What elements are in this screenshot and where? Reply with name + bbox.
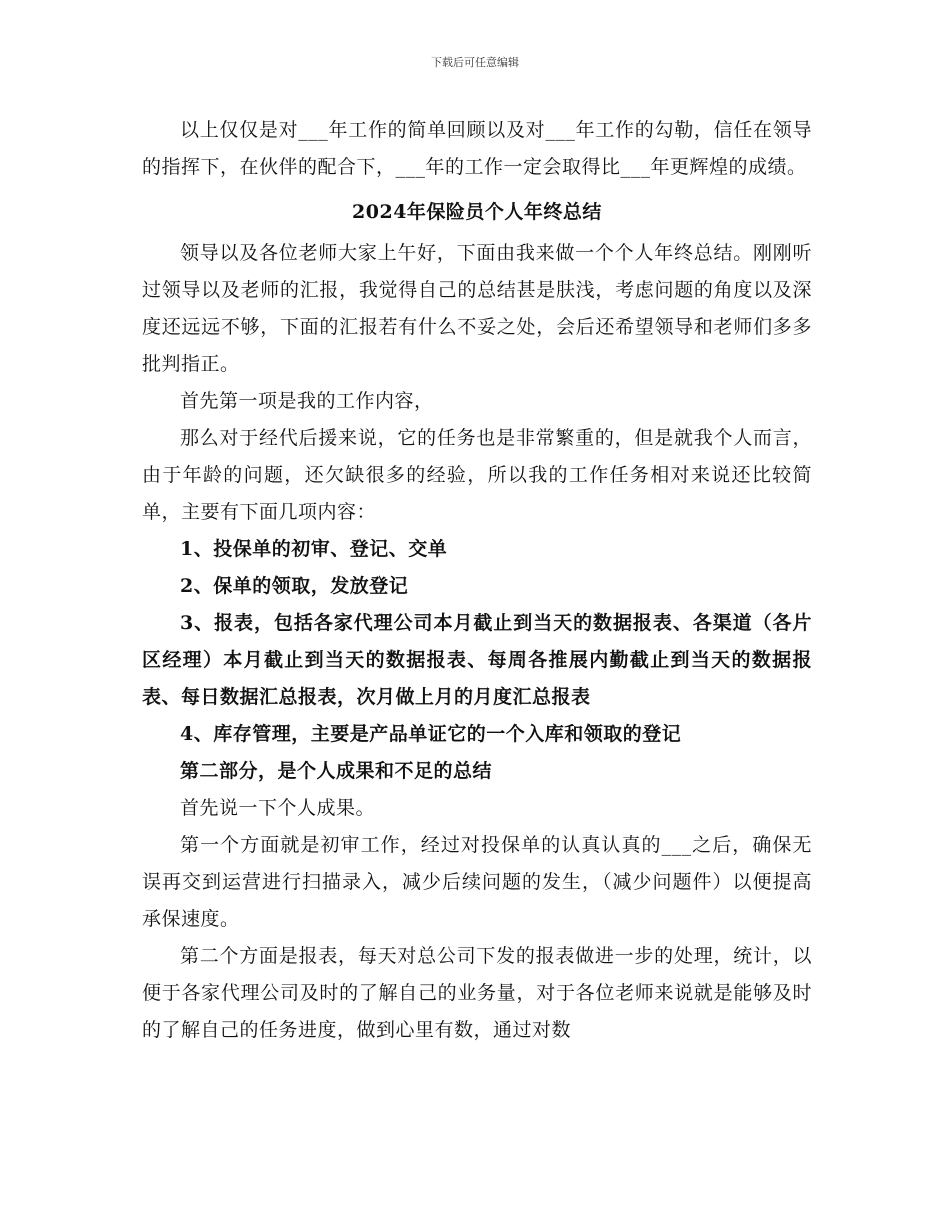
list-item-3: 3、报表，包括各家代理公司本月截止到当天的数据报表、各渠道（各片区经理）本月截止到当天的数据报表、每周各推展内勤截止到当天的数据报表、每日数据汇总报表，次月做上月的月度汇总报表 xyxy=(142,612,812,708)
list-item-2: 2、保单的领取，发放登记 xyxy=(180,575,409,597)
section-2-heading: 第二部分，是个人成果和不足的总结 xyxy=(180,760,493,782)
list-item-1: 1、投保单的初审、登记、交单 xyxy=(180,538,448,560)
paragraph-work-content-heading: 首先第一项是我的工作内容， xyxy=(180,390,434,412)
list-item-4: 4、库存管理，主要是产品单证它的一个入库和领取的登记 xyxy=(180,723,682,745)
page-header: 下载后可任意编辑 xyxy=(431,56,519,69)
paragraph-reports-work: 第二个方面是报表，每天对总公司下发的报表做进一步的处理，统计，以便于各家代理公司及时的了解自己的业务量，对于各位老师来说就是能够及时的了解自己的任务进度，做到心里有数，通过对数 xyxy=(142,945,812,1041)
document-body xyxy=(142,112,812,1049)
paragraph-work-description: 那么对于经代后援来说，它的任务也是非常繁重的，但是就我个人而言，由于年龄的问题，还欠缺很多的经验，所以我的工作任务相对来说还比较简单，主要有下面几项内容： xyxy=(142,427,812,523)
paragraph-achievements-intro: 首先说一下个人成果。 xyxy=(180,797,376,819)
paragraph-review-work: 第一个方面就是初审工作，经过对投保单的认真认真的___之后，确保无误再交到运营进行扫描录入，减少后续问题的发生，（减少问题件）以便提高承保速度。 xyxy=(142,834,812,930)
document-title: 2024年保险员个人年终总结 xyxy=(352,201,602,223)
paragraph-greeting: 领导以及各位老师大家上午好，下面由我来做一个个人年终总结。刚刚听过领导以及老师的汇报，我觉得自己的总结甚是肤浅，考虑问题的角度以及深度还远远不够，下面的汇报若有什么不妥之处，会后还希望领导和老师们多多批判指正。 xyxy=(142,242,812,375)
paragraph-summary-intro: 以上仅仅是对___年工作的简单回顾以及对___年工作的勾勒，信任在领导的指挥下，在伙伴的配合下，___年的工作一定会取得比___年更辉煌的成绩。 xyxy=(142,119,812,178)
